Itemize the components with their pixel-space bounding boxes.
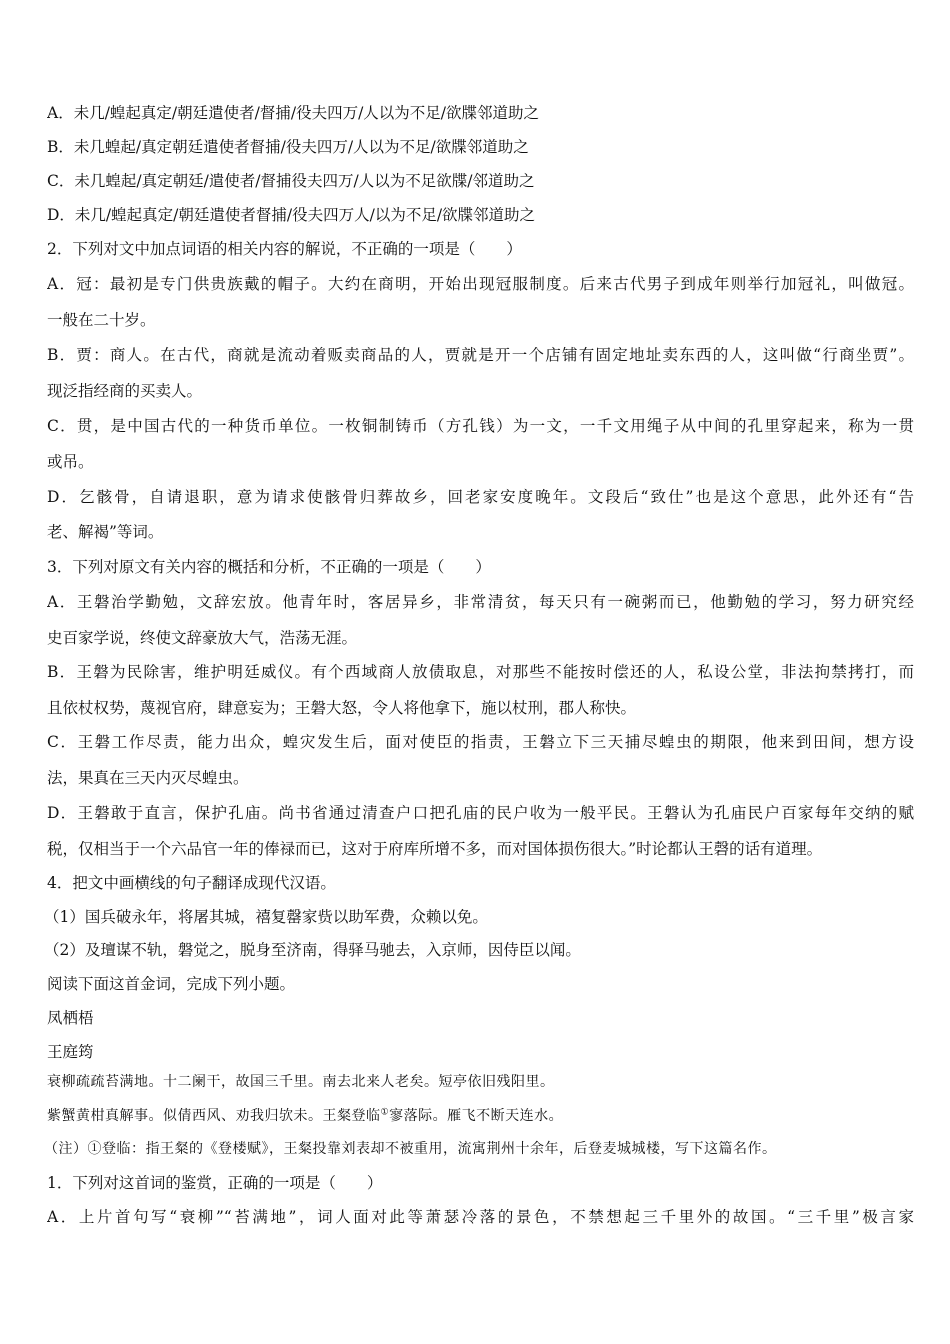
q1-option-d: D．未几/蝗起真定/朝廷遣使者督捕/役夫四万人/以为不足/欲牒邻道助之 bbox=[47, 206, 536, 224]
q2-option-b-line2: 现泛指经商的买卖人。 bbox=[47, 382, 203, 400]
q2-option-d-line1: D．乞骸骨，自请退职，意为请求使骸骨归葬故乡，回老家安度晚年。文段后“致仕”也是这个意思，此外还有“告 bbox=[47, 488, 914, 506]
q3-option-a-line1: A．王磐治学勤勉，文辞宏放。他青年时，客居异乡，非常清贫，每天只有一碗粥而已，他勤勉的学习，努力研究经 bbox=[47, 593, 914, 611]
q1-option-b: B．未几蝗起/真定朝廷遣使者督捕/役夫四万/人以为不足/欲牒邻道助之 bbox=[47, 138, 529, 156]
poem-author: 王庭筠 bbox=[47, 1043, 94, 1061]
q3-option-c-line1: C．王磐工作尽责，能力出众，蝗灾发生后，面对使臣的指责，王磐立下三天捕尽蝗虫的期限，他来到田间，想方设 bbox=[47, 733, 914, 751]
poem-q1-stem: 1．下列对这首词的鉴赏，正确的一项是（ ） bbox=[47, 1174, 383, 1192]
poem-line-1: 衰柳疏疏苔满地。十二阑干，故国三千里。南去北来人老矣。短亭依旧残阳里。 bbox=[47, 1074, 555, 1090]
q2-option-d-line2: 老、解褐”等词。 bbox=[47, 523, 164, 541]
q4-sentence-1: （1）国兵破永年，将屠其城，禧复罄家赀以助军费，众赖以免。 bbox=[44, 908, 488, 926]
q1-option-c: C．未几蝗起/真定朝廷/遣使者/督捕役夫四万/人以为不足欲牒/邻道助之 bbox=[47, 172, 535, 190]
q4-stem: 4．把文中画横线的句子翻译成现代汉语。 bbox=[47, 874, 336, 892]
footnote-mark: ① bbox=[380, 1107, 390, 1118]
q3-option-d-line2: 税，仅相当于一个六品官一年的俸禄而已，这对于府库所增不多，而对国体损伤很大。”时论都认王磬的话有道理。 bbox=[47, 840, 823, 858]
q3-option-c-line2: 法，果真在三天内灭尽蝗虫。 bbox=[47, 769, 249, 787]
poem-intro: 阅读下面这首金词，完成下列小题。 bbox=[47, 975, 296, 993]
q2-option-c-line1: C．贯，是中国古代的一种货币单位。一枚铜制铸币（方孔钱）为一文，一千文用绳子从中间的孔里穿起来，称为一贯 bbox=[47, 417, 914, 435]
poem-line-2 bbox=[47, 1106, 914, 1126]
q2-option-a-line1: A．冠：最初是专门供贵族戴的帽子。大约在商明，开始出现冠服制度。后来古代男子到成年则举行加冠礼，叫做冠。 bbox=[47, 275, 914, 293]
q3-option-b-line2: 且依杖权势，蔑视官府，肆意妄为；王磐大怒，令人将他拿下，施以杖刑，郡人称快。 bbox=[47, 699, 637, 717]
q2-stem: 2．下列对文中加点词语的相关内容的解说，不正确的一项是（ ） bbox=[47, 240, 522, 258]
poem-title: 凤栖梧 bbox=[47, 1009, 94, 1027]
q3-stem: 3．下列对原文有关内容的概括和分析，不正确的一项是（ ） bbox=[47, 558, 491, 576]
q1-option-a: A．未几/蝗起真定/朝廷遣使者/督捕/役夫四万/人以为不足/欲牒邻道助之 bbox=[47, 104, 540, 122]
q3-option-a-line2: 史百家学说，终使文辞豪放大气，浩荡无涯。 bbox=[47, 629, 358, 647]
poem-q1-option-a-line1: A．上片首句写“衰柳”“苔满地”，词人面对此等萧瑟冷落的景色，不禁想起三千里外的故国。“三千里”极言家 bbox=[47, 1208, 914, 1226]
poem-line-2a: 紫蟹黄柑真解事。似倩西风、劝我归欤未。王粲登临 bbox=[47, 1108, 381, 1124]
poem-line-2b: 寥落际。雁飞不断天连水。 bbox=[389, 1108, 564, 1124]
q2-option-c-line2: 或吊。 bbox=[47, 453, 94, 471]
q2-option-b-line1: B．贾：商人。在古代，商就是流动着贩卖商品的人，贾就是开一个店铺有固定地址卖东西的人，这叫做“行商坐贾”。 bbox=[47, 346, 914, 364]
poem-footnote: （注）①登临：指王粲的《登楼赋》，王粲投靠刘表却不被重用，流寓荆州十余年，后登麦城城楼，写下这篇名作。 bbox=[44, 1141, 777, 1157]
q3-option-b-line1: B．王磐为民除害，维护明廷威仪。有个西域商人放债取息，对那些不能按时偿还的人，私设公堂，非法拘禁拷打，而 bbox=[47, 663, 914, 681]
q4-sentence-2: （2）及璮谋不轨，磐觉之，脱身至济南，得驿马驰去，入京师，因侍臣以闻。 bbox=[44, 941, 581, 959]
q2-option-a-line2: 一般在二十岁。 bbox=[47, 311, 156, 329]
q3-option-d-line1: D．王磐敢于直言，保护孔庙。尚书省通过清查户口把孔庙的民户收为一般平民。王磐认为孔庙民户百家每年交纳的赋 bbox=[47, 804, 914, 822]
